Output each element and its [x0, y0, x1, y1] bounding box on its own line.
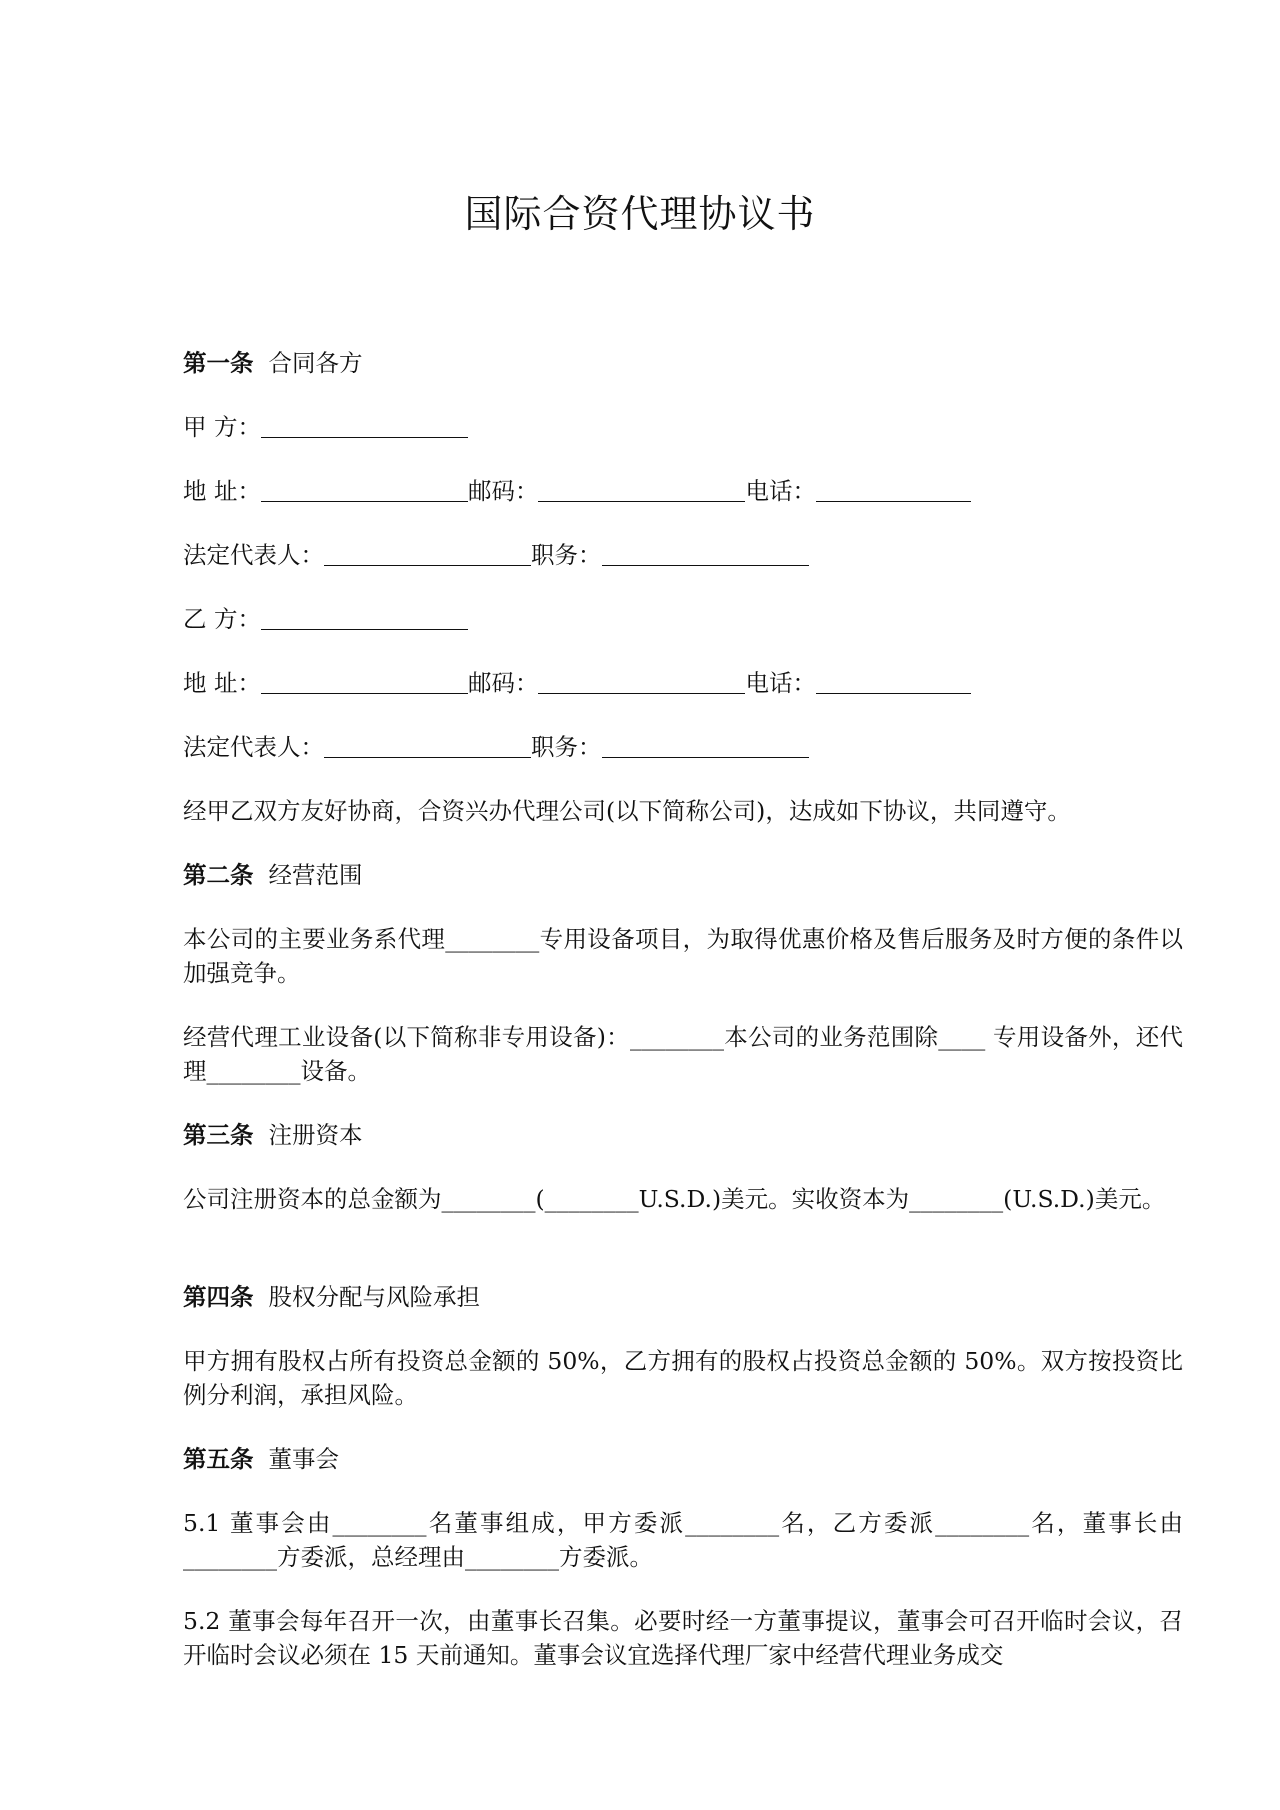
article-3-heading [183, 1118, 1183, 1152]
article-5-para-1: 5.1 董事会由________名董事组成，甲方委派________名，乙方委派________名，董事长由________方委派，总经理由________方委派。 [183, 1509, 1183, 1571]
rep-blank[interactable] [324, 733, 531, 758]
article-2-para-1: 本公司的主要业务系代理________专用设备项目，为取得优惠价格及售后服务及时方便的条件以加强竞争。 [183, 925, 1183, 987]
article-title: 合同各方 [268, 349, 363, 377]
article-1-heading [183, 346, 1183, 380]
postcode-blank[interactable] [538, 669, 745, 694]
rep-blank[interactable] [324, 541, 531, 566]
article-number: 第三条 [183, 1121, 254, 1149]
rep-label: 法定代表人： [183, 733, 324, 761]
document-title: 国际合资代理协议书 [464, 192, 816, 236]
article-2-heading [183, 858, 1183, 892]
article-number: 第二条 [183, 861, 254, 889]
article-3-para-1: 公司注册资本的总金额为________(________U.S.D.)美元。实收资本为________(U.S.D.)美元。 [183, 1185, 1166, 1213]
phone-label: 电话： [745, 477, 816, 505]
article-title: 董事会 [268, 1445, 339, 1473]
address-blank[interactable] [261, 477, 468, 502]
phone-label: 电话： [745, 669, 816, 697]
position-label: 职务： [531, 733, 602, 761]
party-b-blank[interactable] [261, 605, 468, 630]
article-number: 第一条 [183, 349, 254, 377]
article-number: 第五条 [183, 1445, 254, 1473]
party-a-address-row [183, 474, 1183, 508]
agreement-sentence: 经甲乙双方友好协商，合资兴办代理公司(以下简称公司)，达成如下协议，共同遵守。 [183, 797, 1071, 825]
party-a-label: 甲 方： [183, 413, 261, 441]
rep-label: 法定代表人： [183, 541, 324, 569]
party-b-rep-row [183, 730, 1183, 764]
address-label: 地 址： [183, 669, 261, 697]
party-b-row [183, 602, 1183, 636]
postcode-label: 邮码： [467, 669, 539, 697]
article-5-heading [183, 1442, 1183, 1476]
party-b-label: 乙 方： [183, 605, 261, 633]
party-a-blank[interactable] [261, 413, 468, 438]
article-2-para-2: 经营代理工业设备(以下简称非专用设备)：________本公司的业务范围除____ 专用设备外，还代理________设备。 [183, 1023, 1183, 1085]
phone-blank[interactable] [816, 477, 971, 502]
position-label: 职务： [531, 541, 602, 569]
address-label: 地 址： [183, 477, 261, 505]
article-title: 股权分配与风险承担 [268, 1283, 480, 1311]
phone-blank[interactable] [816, 669, 971, 694]
position-blank[interactable] [602, 541, 809, 566]
article-4-para-1: 甲方拥有股权占所有投资总金额的 50%，乙方拥有的股权占投资总金额的 50%。双方按投资比例分利润，承担风险。 [183, 1347, 1183, 1409]
postcode-label: 邮码： [467, 477, 539, 505]
position-blank[interactable] [602, 733, 809, 758]
article-4-heading [183, 1280, 1183, 1314]
article-number: 第四条 [183, 1283, 254, 1311]
article-title: 经营范围 [268, 861, 363, 889]
party-a-row [183, 410, 1183, 444]
article-title: 注册资本 [268, 1121, 363, 1149]
address-blank[interactable] [261, 669, 468, 694]
party-a-rep-row [183, 538, 1183, 572]
postcode-blank[interactable] [538, 477, 745, 502]
article-5-para-2: 5.2 董事会每年召开一次，由董事长召集。必要时经一方董事提议，董事会可召开临时会议，召开临时会议必须在 15 天前通知。董事会议宜选择代理厂家中经营代理业务成交 [183, 1607, 1183, 1669]
party-b-address-row [183, 666, 1183, 700]
